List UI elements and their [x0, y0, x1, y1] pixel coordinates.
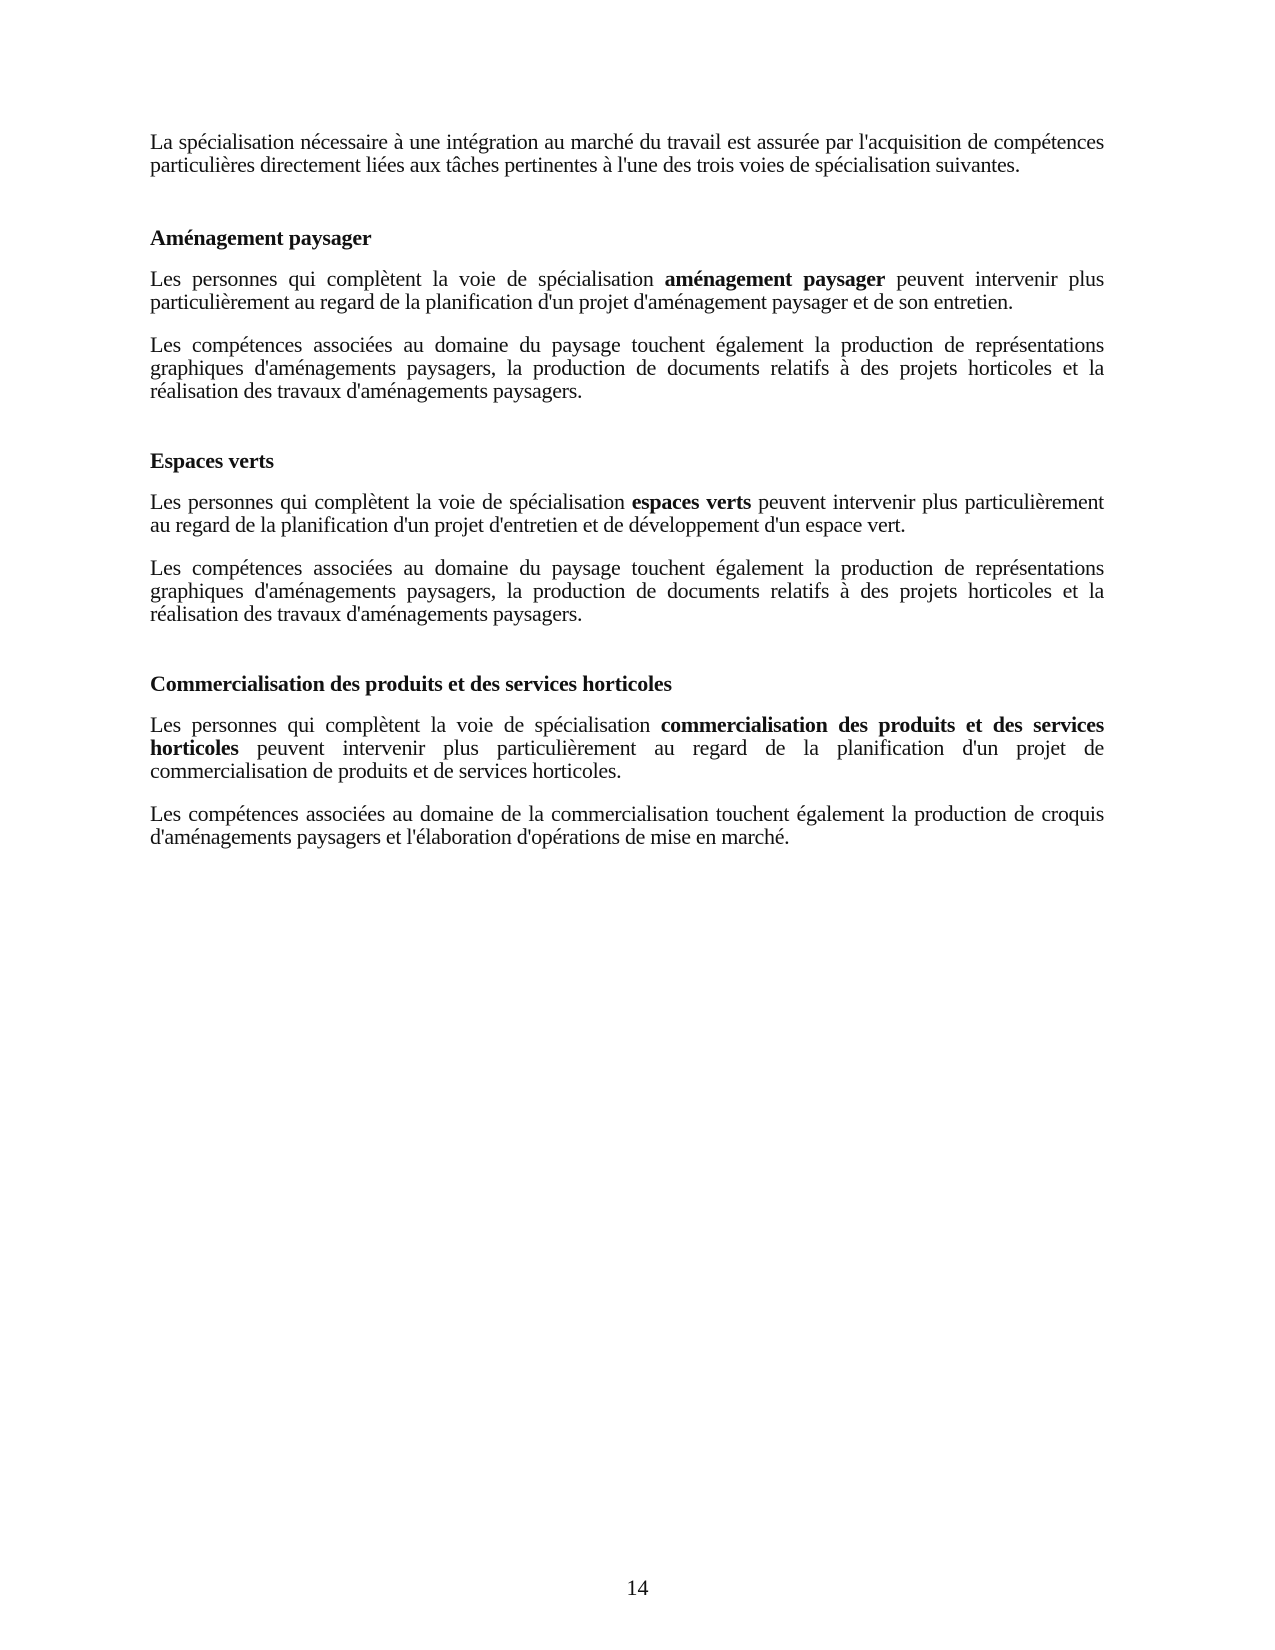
section-title: Espaces verts [150, 448, 274, 473]
page-number: 14 [626, 1575, 649, 1600]
specialization-name: espaces verts [631, 489, 752, 514]
section-paragraph-2: Les compétences associées au domaine du paysage touchent également la production de représentations graphiques d'aménagements paysagers, la production de documents relatifs à des projets horticoles et la réalisation des travaux d'aménagements paysagers. [150, 555, 1104, 626]
paragraph-text: peuvent intervenir plus particulièrement au regard de la planification d'un projet d'aménagement paysager et de son entretien. [150, 266, 1104, 314]
paragraph-text: peuvent intervenir plus particulièrement au regard de la planification d'un projet de commercialisation de produits et de services horticoles. [150, 735, 1104, 783]
section-paragraph-1 [150, 490, 1104, 536]
section-title: Commercialisation des produits et des services horticoles [150, 671, 672, 696]
paragraph-text: Les personnes qui complètent la voie de spécialisation [150, 712, 661, 737]
intro-paragraph: La spécialisation nécessaire à une intégration au marché du travail est assurée par l'acquisition de compétences particulières directement liées aux tâches pertinentes à l'une des trois voies de spécialisation suivantes. [150, 129, 1104, 177]
document-page [150, 130, 1104, 848]
specialization-name: commercialisation des produits et des services horticoles [150, 712, 1104, 760]
section-paragraph-1 [150, 713, 1104, 782]
section-paragraph-1 [150, 267, 1104, 313]
section-paragraph-2: Les compétences associées au domaine du paysage touchent également la production de représentations graphiques d'aménagements paysagers, la production de documents relatifs à des projets horticoles et la réalisation des travaux d'aménagements paysagers. [150, 332, 1104, 403]
section-amenagement-paysager [150, 226, 1104, 402]
paragraph-text: Les personnes qui complètent la voie de spécialisation [150, 489, 632, 514]
section-paragraph-2: Les compétences associées au domaine de la commercialisation touchent également la production de croquis d'aménagements paysagers et l'élaboration d'opérations de mise en marché. [150, 801, 1104, 849]
specialization-name: aménagement paysager [664, 266, 886, 291]
paragraph-text: peuvent intervenir plus particulièrement au regard de la planification d'un projet d'entretien et de développement d'un espace vert. [150, 489, 1104, 537]
paragraph-text: Les personnes qui complètent la voie de spécialisation [150, 266, 665, 291]
section-title: Aménagement paysager [150, 225, 372, 250]
section-commercialisation [150, 672, 1104, 848]
section-espaces-verts [150, 449, 1104, 625]
